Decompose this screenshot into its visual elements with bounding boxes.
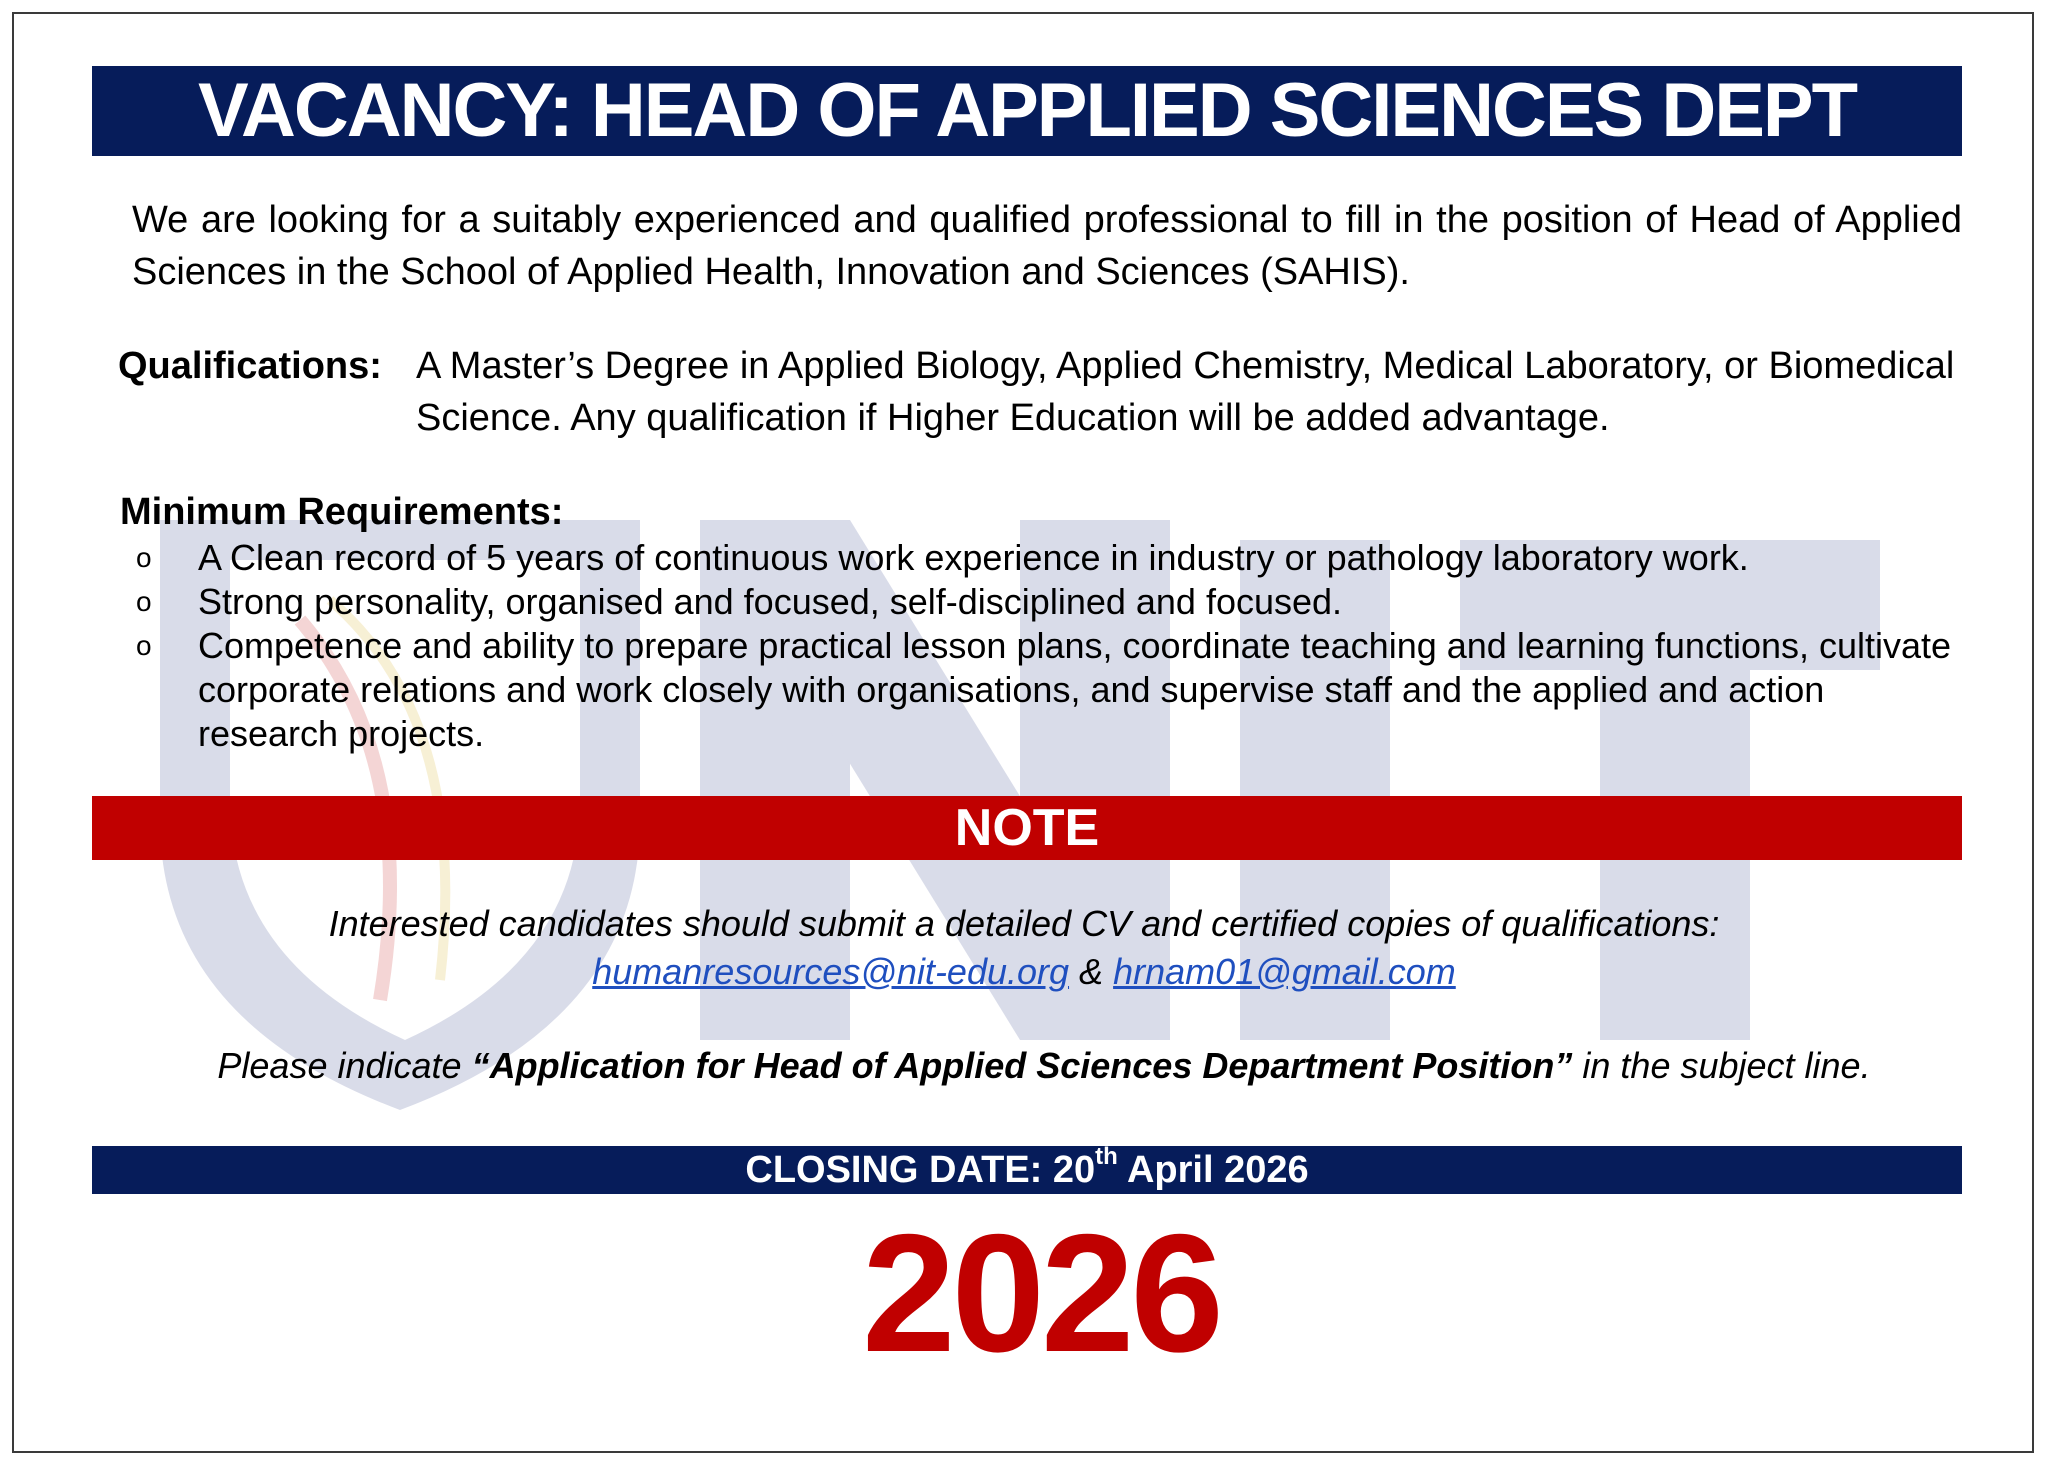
intro-paragraph: We are looking for a suitably experienced and qualified professional to fill in the position of Head of Applied Sciences in the School of Applied Health, Innovation and Sciences (SAHIS). xyxy=(132,199,1962,293)
closing-date-label: CLOSING DATE: 20 xyxy=(745,1149,1096,1191)
subject-suffix: in the subject line. xyxy=(1582,1045,1871,1086)
closing-date-rest: April 2026 xyxy=(1126,1149,1309,1191)
email-separator: & xyxy=(1079,951,1104,992)
bullet-icon: o xyxy=(136,586,152,617)
gmail-email-link[interactable]: hrnam01@gmail.com xyxy=(1113,951,1456,992)
contact-emails xyxy=(0,948,2048,996)
hr-email-link[interactable]: humanresources@nit-edu.org xyxy=(592,951,1070,992)
list-item xyxy=(136,536,1956,580)
closing-date-ordinal: th xyxy=(1095,1143,1118,1171)
list-item xyxy=(136,624,1956,756)
qualifications-text: A Master’s Degree in Applied Biology, Applied Chemistry, Medical Laboratory, or Biomedical Science. Any qualification if Higher Education will be added advantage. xyxy=(416,345,1955,439)
subject-title: “Application for Head of Applied Sciences Department Position” xyxy=(471,1045,1573,1086)
note-banner: NOTE xyxy=(92,796,1962,860)
requirements-list xyxy=(136,536,1956,756)
vacancy-title-banner: VACANCY: HEAD OF APPLIED SCIENCES DEPT xyxy=(92,66,1962,156)
closing-date-banner xyxy=(92,1143,1962,1194)
requirements-heading: Minimum Requirements: xyxy=(120,491,564,533)
qualifications-label: Qualifications: xyxy=(118,345,382,387)
requirement-text: A Clean record of 5 years of continuous work experience in industry or pathology laboratory work. xyxy=(198,537,1749,578)
bullet-icon: o xyxy=(136,542,152,573)
subject-line-instruction xyxy=(20,1042,2048,1090)
requirement-text: Competence and ability to prepare practical lesson plans, coordinate teaching and learning functions, cultivate corporate relations and work closely with organisations, and supervise staff and the applied and action research projects. xyxy=(198,625,1952,754)
bullet-icon: o xyxy=(136,630,152,661)
application-instruction: Interested candidates should submit a detailed CV and certified copies of qualifications: xyxy=(328,903,1720,944)
list-item xyxy=(136,580,1956,624)
subject-prefix: Please indicate xyxy=(217,1045,462,1086)
requirement-text: Strong personality, organised and focused, self-disciplined and focused. xyxy=(198,581,1343,622)
year-display: 2026 xyxy=(862,1199,1220,1387)
